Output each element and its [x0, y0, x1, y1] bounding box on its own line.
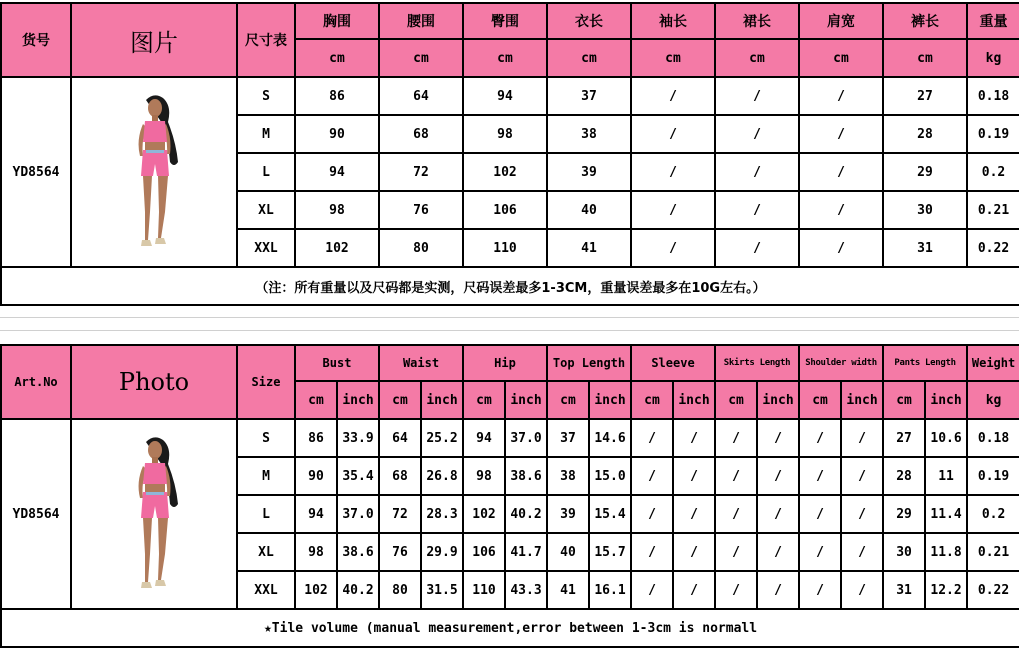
measurement-cell: 35.4 [337, 457, 379, 495]
unit-cell: inch [589, 381, 631, 419]
header-size: Size [237, 345, 295, 419]
measurement-cell: 0.18 [967, 419, 1019, 457]
measurement-cell: 0.18 [967, 77, 1019, 115]
measurement-cell: / [757, 533, 799, 571]
measurement-cell: 12.2 [925, 571, 967, 609]
unit-cell: cm [883, 381, 925, 419]
measurement-cell: / [673, 457, 715, 495]
size-label: M [237, 457, 295, 495]
measurement-cell: 31.5 [421, 571, 463, 609]
unit-cell: kg [967, 39, 1019, 77]
unit-cell: inch [841, 381, 883, 419]
measurement-cell: / [715, 419, 757, 457]
measurement-cell: 33.9 [337, 419, 379, 457]
header-bust: Bust [295, 345, 379, 381]
measurement-cell: / [715, 153, 799, 191]
measurement-cell: / [799, 115, 883, 153]
measurement-cell: 68 [379, 115, 463, 153]
measurement-cell: 72 [379, 495, 421, 533]
measurement-cell: 64 [379, 419, 421, 457]
measurement-cell: 94 [295, 153, 379, 191]
measurement-cell: / [757, 495, 799, 533]
unit-cell: inch [757, 381, 799, 419]
header-skirt-length: Skirts Length [715, 345, 799, 381]
size-label: XL [237, 533, 295, 571]
header-bust: 胸围 [295, 3, 379, 39]
measurement-cell: 15.0 [589, 457, 631, 495]
measurement-cell: / [673, 419, 715, 457]
measurement-cell: 25.2 [421, 419, 463, 457]
measurement-cell: 0.21 [967, 191, 1019, 229]
header-sleeve: 袖长 [631, 3, 715, 39]
measurement-cell: / [799, 153, 883, 191]
measurement-cell: 39 [547, 495, 589, 533]
measurement-cell: 76 [379, 191, 463, 229]
unit-cell: inch [421, 381, 463, 419]
measurement-cell: 102 [295, 229, 379, 267]
measurement-cell: / [841, 571, 883, 609]
header-weight: Weight [967, 345, 1019, 381]
measurement-cell: 0.2 [967, 495, 1019, 533]
size-label: L [237, 153, 295, 191]
measurement-cell: / [631, 495, 673, 533]
measurement-cell: / [799, 229, 883, 267]
measurement-cell: 41 [547, 229, 631, 267]
measurement-cell: 102 [463, 495, 505, 533]
header-weight: 重量 [967, 3, 1019, 39]
unit-cell: cm [631, 39, 715, 77]
measurement-cell: 0.22 [967, 229, 1019, 267]
measurement-cell: 11.8 [925, 533, 967, 571]
measurement-cell: 37 [547, 419, 589, 457]
measurement-cell: / [715, 77, 799, 115]
header-waist: 腰围 [379, 3, 463, 39]
header-shoulder: Shoulder width [799, 345, 883, 381]
header-waist: Waist [379, 345, 463, 381]
measurement-cell: / [757, 571, 799, 609]
size-chart-cn [0, 2, 1019, 306]
measurement-cell: / [799, 457, 841, 495]
unit-cell: cm [463, 39, 547, 77]
measurement-cell: / [799, 533, 841, 571]
measurement-cell: 110 [463, 571, 505, 609]
header-art-no: Art.No [1, 345, 71, 419]
header-hip: Hip [463, 345, 547, 381]
size-label: XL [237, 191, 295, 229]
measurement-cell: 98 [295, 533, 337, 571]
measurement-cell: / [799, 77, 883, 115]
measurement-cell: 11.4 [925, 495, 967, 533]
art-number: YD8564 [1, 419, 71, 609]
unit-cell: cm [715, 39, 799, 77]
unit-cell: cm [295, 381, 337, 419]
measurement-cell: 26.8 [421, 457, 463, 495]
measurement-cell: 110 [463, 229, 547, 267]
measurement-cell: 86 [295, 419, 337, 457]
measurement-cell: 30 [883, 191, 967, 229]
measurement-cell: 0.2 [967, 153, 1019, 191]
unit-cell: cm [379, 39, 463, 77]
measurement-cell: / [757, 457, 799, 495]
header-pants-length: Pants Length [883, 345, 967, 381]
photo-cell [71, 77, 237, 267]
measurement-cell: 0.22 [967, 571, 1019, 609]
measurement-cell: 37.0 [337, 495, 379, 533]
measurement-cell: / [631, 115, 715, 153]
measurement-cell: 41.7 [505, 533, 547, 571]
unit-cell: cm [547, 381, 589, 419]
measurement-cell: 64 [379, 77, 463, 115]
size-label: XXL [237, 571, 295, 609]
measurement-cell: 27 [883, 77, 967, 115]
header-top-length: 衣长 [547, 3, 631, 39]
measurement-cell: 15.4 [589, 495, 631, 533]
measurement-cell: / [841, 457, 883, 495]
size-label: M [237, 115, 295, 153]
measurement-note: ★Tile volume (manual measurement,error between 1-3cm is normall [1, 609, 1019, 647]
measurement-cell: 10.6 [925, 419, 967, 457]
measurement-cell: / [841, 495, 883, 533]
measurement-cell: / [673, 495, 715, 533]
unit-cell: cm [631, 381, 673, 419]
measurement-cell: / [757, 419, 799, 457]
header-photo: Photo [71, 345, 237, 419]
unit-cell: cm [547, 39, 631, 77]
measurement-cell: 102 [463, 153, 547, 191]
measurement-cell: 94 [295, 495, 337, 533]
measurement-cell: / [715, 457, 757, 495]
model-photo [112, 434, 196, 594]
measurement-cell: / [631, 191, 715, 229]
measurement-cell: / [631, 153, 715, 191]
measurement-cell: 98 [463, 115, 547, 153]
measurement-cell: 106 [463, 533, 505, 571]
unit-cell: cm [463, 381, 505, 419]
measurement-cell: / [841, 419, 883, 457]
measurement-cell: 37 [547, 77, 631, 115]
measurement-cell: / [673, 571, 715, 609]
header-art-no: 货号 [1, 3, 71, 77]
measurement-cell: 90 [295, 115, 379, 153]
size-chart-en [0, 344, 1019, 648]
photo-cell [71, 419, 237, 609]
measurement-cell: 72 [379, 153, 463, 191]
measurement-cell: / [631, 571, 673, 609]
unit-cell: cm [715, 381, 757, 419]
unit-cell: cm [799, 39, 883, 77]
table-row [1, 77, 1019, 115]
header-sleeve: Sleeve [631, 345, 715, 381]
measurement-cell: 28 [883, 115, 967, 153]
measurement-cell: 106 [463, 191, 547, 229]
measurement-cell: / [799, 571, 841, 609]
size-label: S [237, 419, 295, 457]
unit-cell: kg [967, 381, 1019, 419]
measurement-cell: 38 [547, 115, 631, 153]
size-label: L [237, 495, 295, 533]
measurement-cell: 90 [295, 457, 337, 495]
unit-cell: cm [379, 381, 421, 419]
measurement-cell: 41 [547, 571, 589, 609]
unit-cell: inch [673, 381, 715, 419]
measurement-cell: / [799, 191, 883, 229]
measurement-cell: 80 [379, 571, 421, 609]
header-top-length: Top Length [547, 345, 631, 381]
measurement-cell: 29.9 [421, 533, 463, 571]
unit-cell: inch [337, 381, 379, 419]
measurement-cell: 40 [547, 533, 589, 571]
measurement-cell: 38.6 [337, 533, 379, 571]
header-size: 尺寸表 [237, 3, 295, 77]
measurement-cell: 14.6 [589, 419, 631, 457]
unit-cell: cm [799, 381, 841, 419]
measurement-cell: / [799, 419, 841, 457]
measurement-cell: 28 [883, 457, 925, 495]
measurement-cell: 94 [463, 419, 505, 457]
measurement-cell: / [631, 533, 673, 571]
measurement-cell: / [631, 229, 715, 267]
measurement-cell: 0.21 [967, 533, 1019, 571]
measurement-cell: 80 [379, 229, 463, 267]
measurement-cell: 27 [883, 419, 925, 457]
header-shoulder: 肩宽 [799, 3, 883, 39]
measurement-cell: 43.3 [505, 571, 547, 609]
measurement-cell: 40.2 [505, 495, 547, 533]
measurement-cell: 40 [547, 191, 631, 229]
measurement-cell: / [841, 533, 883, 571]
measurement-cell: 38 [547, 457, 589, 495]
measurement-note: （注：所有重量以及尺码都是实测，尺码误差最多1-3CM，重量误差最多在10G左右。） [1, 267, 1019, 305]
header-skirt-length: 裙长 [715, 3, 799, 39]
model-photo [112, 92, 196, 252]
measurement-cell: 0.19 [967, 457, 1019, 495]
measurement-cell: / [715, 495, 757, 533]
art-number: YD8564 [1, 77, 71, 267]
size-label: XXL [237, 229, 295, 267]
measurement-cell: 28.3 [421, 495, 463, 533]
measurement-cell: 38.6 [505, 457, 547, 495]
header-photo: 图片 [71, 3, 237, 77]
measurement-cell: 29 [883, 495, 925, 533]
measurement-cell: / [799, 495, 841, 533]
measurement-cell: / [631, 77, 715, 115]
measurement-cell: 0.19 [967, 115, 1019, 153]
measurement-cell: 102 [295, 571, 337, 609]
header-hip: 臀围 [463, 3, 547, 39]
measurement-cell: / [715, 115, 799, 153]
spreadsheet-gridlines [0, 306, 1019, 342]
unit-cell: cm [883, 39, 967, 77]
measurement-cell: 16.1 [589, 571, 631, 609]
measurement-cell: 29 [883, 153, 967, 191]
measurement-cell: / [631, 419, 673, 457]
measurement-cell: 76 [379, 533, 421, 571]
measurement-cell: 15.7 [589, 533, 631, 571]
measurement-cell: 11 [925, 457, 967, 495]
unit-cell: inch [505, 381, 547, 419]
measurement-cell: 98 [463, 457, 505, 495]
unit-cell: inch [925, 381, 967, 419]
measurement-cell: 68 [379, 457, 421, 495]
table-row [1, 419, 1019, 457]
measurement-cell: 30 [883, 533, 925, 571]
measurement-cell: 40.2 [337, 571, 379, 609]
measurement-cell: 31 [883, 571, 925, 609]
size-label: S [237, 77, 295, 115]
unit-cell: cm [295, 39, 379, 77]
measurement-cell: / [715, 191, 799, 229]
header-pants-length: 裤长 [883, 3, 967, 39]
measurement-cell: 39 [547, 153, 631, 191]
measurement-cell: / [715, 229, 799, 267]
measurement-cell: 86 [295, 77, 379, 115]
measurement-cell: 94 [463, 77, 547, 115]
measurement-cell: / [715, 571, 757, 609]
measurement-cell: 98 [295, 191, 379, 229]
measurement-cell: / [631, 457, 673, 495]
measurement-cell: 37.0 [505, 419, 547, 457]
measurement-cell: / [673, 533, 715, 571]
measurement-cell: / [715, 533, 757, 571]
measurement-cell: 31 [883, 229, 967, 267]
